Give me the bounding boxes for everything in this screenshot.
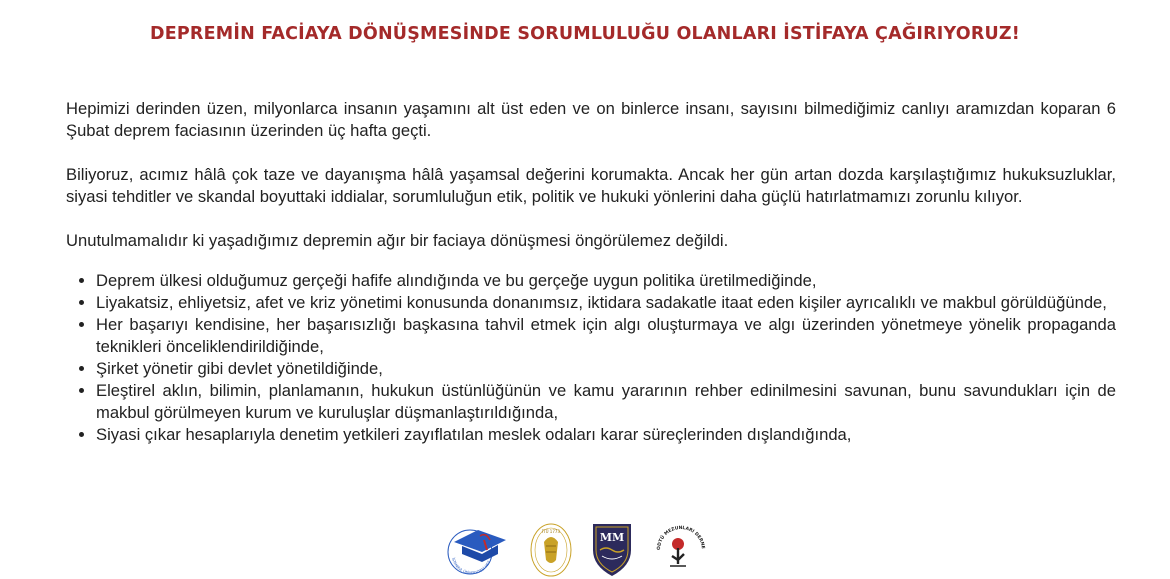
svg-text:ODTÜ MEZUNLARI DERNEĞİ 1962: ODTÜ MEZUNLARI DERNE <box>656 525 706 551</box>
paragraph-1: Hepimizi derinden üzen, milyonlarca insanın yaşamını alt üst eden ve on binlerce insanı, sayısını bilmediğimiz canlıyı aramızdan koparan 6 Şubat deprem faciasının üzerinden üç hafta geçti. <box>66 99 1116 140</box>
mm-shield-logo <box>590 520 634 578</box>
svg-text:İSTANBUL ÜNİVERSİTESİ MEZUNLAR: İSTANBUL ÜNİVERSİTESİ MEZ <box>451 557 492 576</box>
bullet-item-4: • Şirket yönetir gibi devlet yönetildiğinde, <box>96 358 1116 380</box>
page-title: DEPREMİN FACİAYA DÖNÜŞMESİNDE SORUMLULUĞU OLANLARI İSTİFAYA ÇAĞIRIYORUZ! <box>150 24 1020 44</box>
document-body <box>66 98 1116 446</box>
odtu-alumni-logo <box>652 520 710 578</box>
svg-text:İTÜ 1773: İTÜ 1773 <box>541 529 561 534</box>
bullet-list <box>66 270 1116 446</box>
bullet-item-5: • Eleştirel aklın, bilimin, planlamanın, hukukun üstünlüğünün ve kamu yararının rehber edinilmesini savunan, bunu savundukları için de makbul görülmeyen kurum ve kuruluşlar düşmanlaştırıldığında, <box>96 380 1116 424</box>
bullet-item-2: • Liyakatsiz, ehliyetsiz, afet ve kriz yönetimi konusunda donanımsız, iktidara sadakatle itaat eden kişiler ayrıcalıklı ve makbul görüldüğünde, <box>96 292 1116 314</box>
paragraph-2: Biliyoruz, acımız hâlâ çok taze ve dayanışma hâlâ yaşamsal değerini korumakta. Ancak her gün artan dozda karşılaştığımız hukuksuzluklar, siyasi tehditler ve skandal boyuttaki iddialar, sorumluluğun etik, politik ve hukuki yönlerini daha güçlü hatırlatmamızı zorunlu kılıyor. <box>66 165 1116 206</box>
itu-alumni-logo <box>528 520 574 578</box>
svg-text:MM: MM <box>599 531 625 544</box>
bullet-item-6: • Siyasi çıkar hesaplarıyla denetim yetkileri zayıflatılan meslek odaları karar süreçlerinden dışlandığında, <box>96 424 1116 446</box>
university-alumni-logo <box>440 520 510 578</box>
bullet-item-3: • Her başarıyı kendisine, her başarısızlığı başkasına tahvil etmek için algı oluşturmaya ve algı üzerinden yönetmeye yönelik propaganda teknikleri önceliklendirildiğinde, <box>96 314 1116 358</box>
logos-row <box>440 520 720 578</box>
bullet-item-1: • Deprem ülkesi olduğumuz gerçeği hafife alındığında ve bu gerçeğe uygun politika üretilmediğinde, <box>96 270 1116 292</box>
paragraph-3: Unutulmamalıdır ki yaşadığımız depremin ağır bir faciaya dönüşmesi öngörülemez değildi. <box>66 231 729 250</box>
